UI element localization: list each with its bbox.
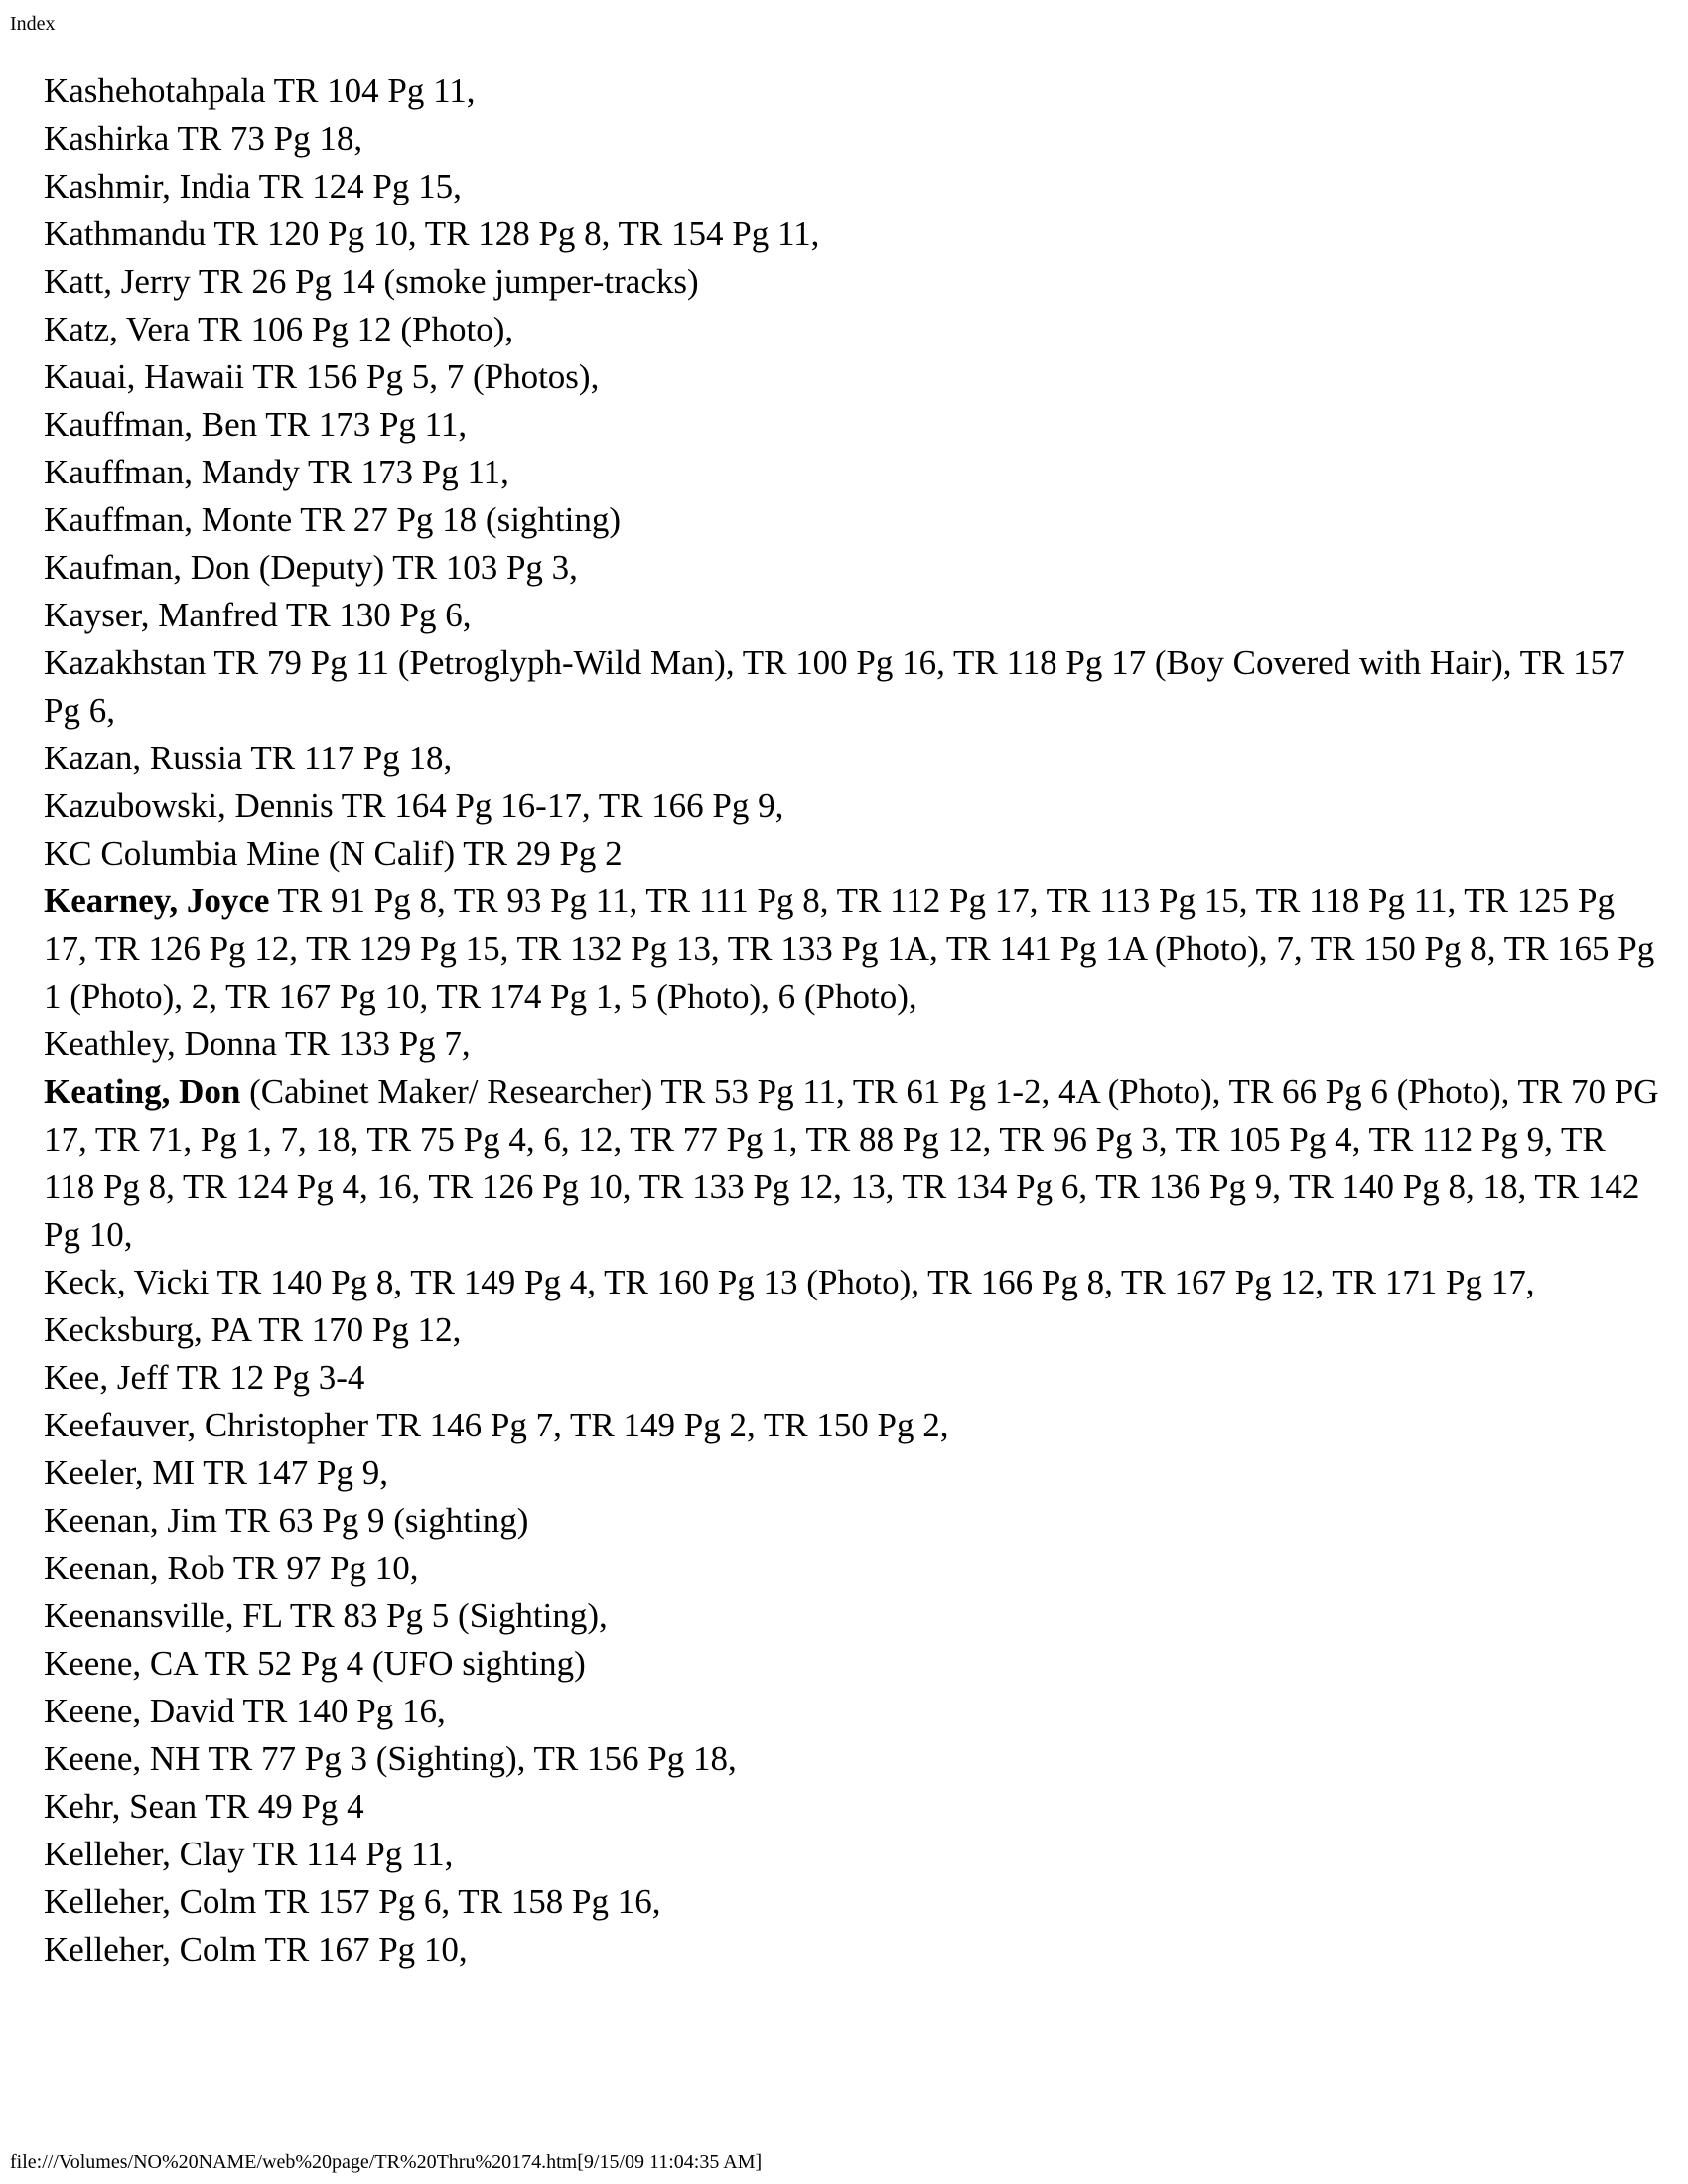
index-entry (44, 1545, 1660, 1592)
index-entry (44, 1878, 1660, 1926)
index-entry-text: Kehr, Sean TR 49 Pg 4 (44, 1787, 364, 1826)
index-entry (44, 878, 1660, 1021)
index-entry-text: Kathmandu TR 120 Pg 10, TR 128 Pg 8, TR 154 Pg 11, (44, 214, 820, 253)
index-entry (44, 258, 1660, 306)
index-entry (44, 163, 1660, 210)
index-entry (44, 1354, 1660, 1402)
index-entry (44, 1402, 1660, 1449)
index-entry-text: Kazan, Russia TR 117 Pg 18, (44, 739, 453, 777)
index-entry-text: Katt, Jerry TR 26 Pg 14 (smoke jumper-tracks) (44, 262, 699, 301)
index-entry (44, 401, 1660, 449)
index-entry (44, 1783, 1660, 1831)
index-entry (44, 735, 1660, 782)
index-entry (44, 782, 1660, 830)
index-entry (44, 1259, 1660, 1306)
index-entry-text: Kecksburg, PA TR 170 Pg 12, (44, 1310, 462, 1349)
index-entry (44, 1021, 1660, 1068)
index-entry-text: Keeler, MI TR 147 Pg 9, (44, 1453, 388, 1492)
index-entry (44, 1449, 1660, 1497)
index-entry-text: Kelleher, Colm TR 167 Pg 10, (44, 1930, 468, 1969)
index-entry-text: Keenan, Rob TR 97 Pg 10, (44, 1549, 419, 1587)
index-entry (44, 830, 1660, 878)
index-entry-text: Kashmir, India TR 124 Pg 15, (44, 167, 462, 205)
index-entry (44, 1497, 1660, 1545)
index-entry-text: Kashirka TR 73 Pg 18, (44, 119, 363, 158)
index-entry-text: Kazubowski, Dennis TR 164 Pg 16-17, TR 166 Pg 9, (44, 786, 784, 825)
index-entry (44, 115, 1660, 163)
index-entry (44, 1688, 1660, 1735)
index-entry-text: Keene, David TR 140 Pg 16, (44, 1692, 446, 1730)
index-entry (44, 1306, 1660, 1354)
footer-file-path: file:///Volumes/NO%20NAME/web%20page/TR%20Thru%20174.htm[9/15/09 11:04:35 AM] (10, 2151, 763, 2173)
index-entry-text: Kauai, Hawaii TR 156 Pg 5, 7 (Photos), (44, 357, 600, 396)
index-entry-text: Keathley, Donna TR 133 Pg 7, (44, 1024, 471, 1063)
index-entry (44, 592, 1660, 639)
index-entry-bold-name: Keating, Don (44, 1072, 241, 1111)
index-entry-text: Keenan, Jim TR 63 Pg 9 (sighting) (44, 1501, 529, 1540)
page-header-title: Index (10, 13, 56, 35)
index-entry-text: Kaufman, Don (Deputy) TR 103 Pg 3, (44, 548, 578, 587)
index-entry-text: Keene, CA TR 52 Pg 4 (UFO sighting) (44, 1644, 586, 1683)
index-entry (44, 1640, 1660, 1688)
index-entry (44, 353, 1660, 401)
index-entry (44, 1735, 1660, 1783)
index-entry-text: Kauffman, Monte TR 27 Pg 18 (sighting) (44, 500, 622, 539)
index-entry-text: Keck, Vicki TR 140 Pg 8, TR 149 Pg 4, TR 160 Pg 13 (Photo), TR 166 Pg 8, TR 167 Pg 12, TR 171 Pg 17, (44, 1263, 1535, 1301)
index-entry (44, 1592, 1660, 1640)
index-entry (44, 449, 1660, 496)
index-entry-text: Kazakhstan TR 79 Pg 11 (Petroglyph-Wild Man), TR 100 Pg 16, TR 118 Pg 17 (Boy Covered with Hair), TR 157 Pg 6, (44, 643, 1625, 730)
index-entry-text: Keenansville, FL TR 83 Pg 5 (Sighting), (44, 1596, 608, 1635)
index-entry (44, 639, 1660, 735)
index-entry-text: Katz, Vera TR 106 Pg 12 (Photo), (44, 310, 514, 348)
index-entry (44, 68, 1660, 115)
index-entry (44, 1926, 1660, 1974)
index-entry-text: Kauffman, Ben TR 173 Pg 11, (44, 405, 468, 444)
index-entry-text: Kauffman, Mandy TR 173 Pg 11, (44, 453, 509, 491)
index-entry (44, 1068, 1660, 1259)
index-entry (44, 1831, 1660, 1878)
index-entry (44, 496, 1660, 544)
index-entries-list (44, 68, 1660, 1974)
index-entry (44, 306, 1660, 353)
index-entry-text: Kee, Jeff TR 12 Pg 3-4 (44, 1358, 365, 1397)
index-entry-text: Keene, NH TR 77 Pg 3 (Sighting), TR 156 Pg 18, (44, 1739, 737, 1778)
index-entry-text: Kayser, Manfred TR 130 Pg 6, (44, 596, 472, 634)
index-entry-text: Kelleher, Clay TR 114 Pg 11, (44, 1835, 454, 1873)
index-entry (44, 210, 1660, 258)
index-entry (44, 544, 1660, 592)
index-entry-bold-name: Kearney, Joyce (44, 882, 270, 920)
index-entry-text: Keefauver, Christopher TR 146 Pg 7, TR 149 Pg 2, TR 150 Pg 2, (44, 1406, 949, 1444)
index-entry-text: Kashehotahpala TR 104 Pg 11, (44, 71, 476, 110)
index-entry-text: KC Columbia Mine (N Calif) TR 29 Pg 2 (44, 834, 623, 873)
index-entry-text: (Cabinet Maker/ Researcher) TR 53 Pg 11, TR 61 Pg 1-2, 4A (Photo), TR 66 Pg 6 (Photo), TR 70 PG 17, TR 71, Pg 1, 7, 18, TR 75 Pg 4, 6, 12, TR 77 Pg 1, TR 88 Pg 12, TR 96 Pg 3, TR 105 Pg 4, TR 112 Pg 9, TR 118 Pg 8, TR 124 Pg 4, 16, TR 126 Pg 10, TR 133 Pg 12, 13, TR 134 Pg 6, TR 136 Pg 9, TR 140 Pg 8, 18, TR 142 Pg 10, (44, 1072, 1659, 1254)
index-entry-text: Kelleher, Colm TR 157 Pg 6, TR 158 Pg 16, (44, 1882, 661, 1921)
index-entry-text: TR 91 Pg 8, TR 93 Pg 11, TR 111 Pg 8, TR 112 Pg 17, TR 113 Pg 15, TR 118 Pg 11, TR 125 Pg 17, TR 126 Pg 12, TR 129 Pg 15, TR 132 Pg 13, TR 133 Pg 1A, TR 141 Pg 1A (Photo), 7, TR 150 Pg 8, TR 165 Pg 1 (Photo), 2, TR 167 Pg 10, TR 174 Pg 1, 5 (Photo), 6 (Photo), (44, 882, 1655, 1016)
